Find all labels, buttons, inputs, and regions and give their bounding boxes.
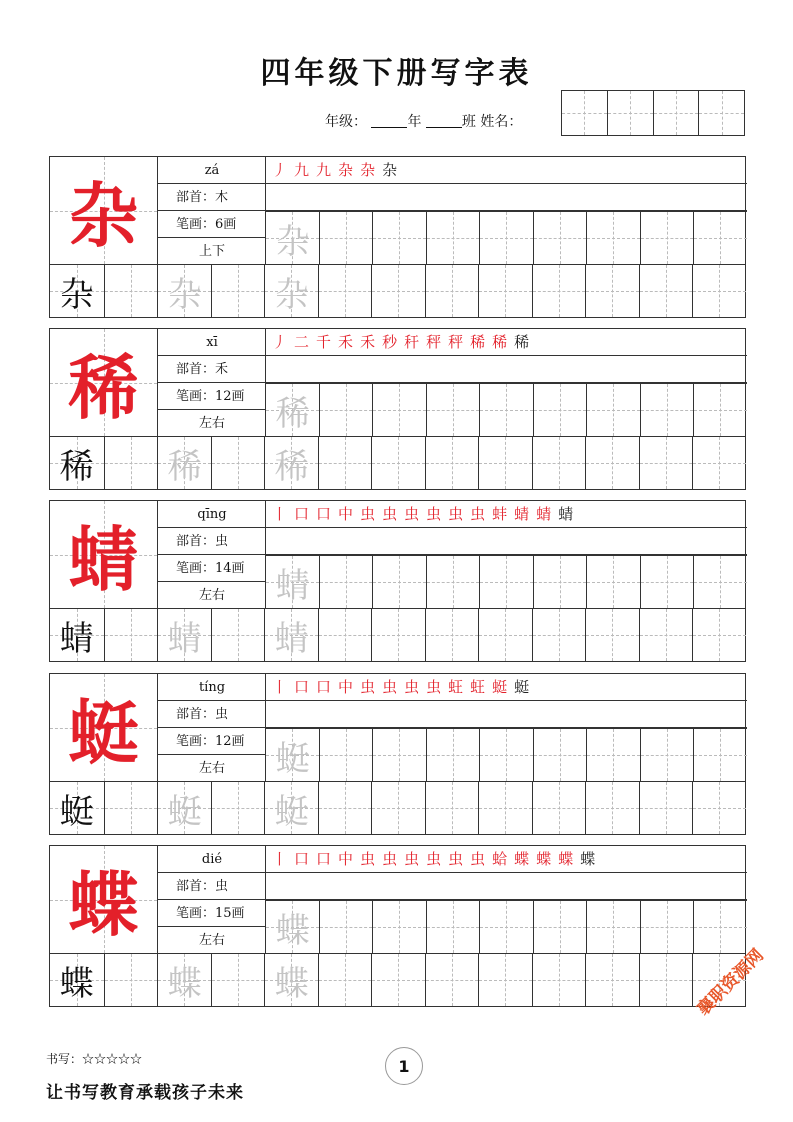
stroke-step: 丿 xyxy=(272,161,288,179)
practice-cell[interactable] xyxy=(585,264,639,317)
practice-cell[interactable] xyxy=(586,900,640,953)
trace-character: 稀 xyxy=(274,447,309,487)
trace-character: 蜻 xyxy=(274,619,309,659)
trace-character: 蜻 xyxy=(275,566,310,606)
trace-character: 蝶 xyxy=(274,964,309,1004)
practice-cell[interactable] xyxy=(532,781,586,834)
model-character xyxy=(50,846,157,953)
grade-class-blank[interactable] xyxy=(426,113,462,128)
stroke-step: 蜓 xyxy=(514,678,530,696)
practice-cell[interactable] xyxy=(104,608,158,661)
model-character-text: 蜓 xyxy=(68,691,139,774)
character-block xyxy=(49,673,746,835)
model-character-text: 稀 xyxy=(68,346,139,429)
practice-cell[interactable] xyxy=(693,383,747,436)
blank-line[interactable] xyxy=(265,184,747,211)
stroke-step: 虫 xyxy=(470,505,486,523)
practice-cell[interactable] xyxy=(640,211,694,264)
stroke-step: 虫 xyxy=(426,505,442,523)
practice-cell[interactable] xyxy=(585,953,639,1006)
name-cell[interactable] xyxy=(699,91,744,135)
practice-cell[interactable] xyxy=(318,264,372,317)
practice-cell[interactable] xyxy=(692,608,746,661)
practice-cell[interactable] xyxy=(479,900,533,953)
stroke-step: 口 xyxy=(294,505,310,523)
practice-cell[interactable] xyxy=(693,728,747,781)
stroke-step: 秤 xyxy=(426,333,442,351)
structure: 左右 xyxy=(198,761,225,776)
structure: 上下 xyxy=(198,244,225,259)
stroke-step: 蝶 xyxy=(514,850,530,868)
stroke-step: 口 xyxy=(316,678,332,696)
practice-cell[interactable] xyxy=(533,900,587,953)
stroke-count: 笔画：14画 xyxy=(158,555,266,582)
blank-line[interactable] xyxy=(265,528,747,555)
name-cell[interactable] xyxy=(608,91,654,135)
stroke-step: 九 xyxy=(316,161,332,179)
practice-cell[interactable] xyxy=(478,608,532,661)
character-block xyxy=(49,845,746,1007)
structure: 左右 xyxy=(198,588,225,603)
trace-character: 稀 xyxy=(167,447,202,487)
practice-cell[interactable] xyxy=(265,555,319,608)
practice-cell[interactable] xyxy=(586,383,640,436)
stroke-step: 蝶 xyxy=(536,850,552,868)
stroke-step: 秒 xyxy=(382,333,398,351)
stroke-step: 秆 xyxy=(404,333,420,351)
practice-cell[interactable] xyxy=(211,608,265,661)
practice-cell[interactable] xyxy=(479,211,533,264)
sample-character: 杂 xyxy=(59,275,94,315)
practice-cell[interactable] xyxy=(50,781,104,834)
practice-cell[interactable] xyxy=(157,436,211,489)
practice-cell[interactable] xyxy=(211,436,265,489)
grade-year-blank[interactable] xyxy=(371,113,407,128)
practice-cell[interactable] xyxy=(265,900,319,953)
practice-cell[interactable] xyxy=(211,953,265,1006)
radical: 部首：虫 xyxy=(158,701,266,728)
practice-cell[interactable] xyxy=(371,436,425,489)
sample-character: 蝶 xyxy=(59,964,94,1004)
practice-cell[interactable] xyxy=(693,555,747,608)
practice-cell[interactable] xyxy=(425,436,479,489)
model-character xyxy=(50,501,157,608)
practice-cell[interactable] xyxy=(532,264,586,317)
practice-cell[interactable] xyxy=(426,728,480,781)
student-info xyxy=(325,112,522,132)
practice-cell[interactable] xyxy=(425,608,479,661)
practice-cell[interactable] xyxy=(692,781,746,834)
stroke-count: 笔画：6画 xyxy=(158,211,266,238)
stroke-step: 口 xyxy=(294,678,310,696)
stroke-step: 中 xyxy=(338,850,354,868)
model-character-text: 杂 xyxy=(68,174,139,257)
practice-cell[interactable] xyxy=(372,555,426,608)
stroke-step: 禾 xyxy=(360,333,376,351)
name-label: 姓名： xyxy=(480,114,523,130)
practice-cell[interactable] xyxy=(478,781,532,834)
stroke-step: 虫 xyxy=(426,678,442,696)
stroke-step: 虫 xyxy=(426,850,442,868)
structure: 左右 xyxy=(198,933,225,948)
radical: 部首：禾 xyxy=(158,356,266,383)
rating-label: 书写：☆☆☆☆☆ xyxy=(46,1052,143,1066)
stroke-step: 九 xyxy=(294,161,310,179)
blank-line[interactable] xyxy=(265,356,747,383)
practice-cell[interactable] xyxy=(533,728,587,781)
practice-cell[interactable] xyxy=(479,555,533,608)
practice-cell[interactable] xyxy=(372,728,426,781)
stroke-step: 蜻 xyxy=(558,505,574,523)
sample-character: 蜻 xyxy=(59,619,94,659)
practice-cell[interactable] xyxy=(533,555,587,608)
stroke-step: 中 xyxy=(338,678,354,696)
practice-cell[interactable] xyxy=(319,555,373,608)
practice-cell[interactable] xyxy=(586,728,640,781)
practice-cell[interactable] xyxy=(104,953,158,1006)
stroke-count: 笔画：12画 xyxy=(158,383,266,410)
practice-cell[interactable] xyxy=(264,264,318,317)
stroke-step: 丨 xyxy=(272,850,288,868)
practice-cell[interactable] xyxy=(479,383,533,436)
practice-cell[interactable] xyxy=(104,264,158,317)
radical: 部首：木 xyxy=(158,184,266,211)
practice-cell[interactable] xyxy=(371,953,425,1006)
practice-cell[interactable] xyxy=(639,608,693,661)
practice-cell[interactable] xyxy=(211,781,265,834)
practice-cell[interactable] xyxy=(425,264,479,317)
stroke-step: 稀 xyxy=(514,333,530,351)
practice-cell[interactable] xyxy=(157,264,211,317)
model-character xyxy=(50,157,157,264)
practice-cell[interactable] xyxy=(371,608,425,661)
class-suffix: 班 xyxy=(461,114,476,130)
stroke-step: 口 xyxy=(316,505,332,523)
practice-cell[interactable] xyxy=(372,211,426,264)
trace-character: 稀 xyxy=(275,394,310,434)
stroke-step: 虫 xyxy=(404,505,420,523)
practice-cell[interactable] xyxy=(372,900,426,953)
watermark: 襄职资源网 xyxy=(693,945,768,1020)
practice-cell[interactable] xyxy=(104,781,158,834)
practice-cell[interactable] xyxy=(639,953,693,1006)
practice-cell[interactable] xyxy=(640,555,694,608)
practice-cell[interactable] xyxy=(318,608,372,661)
character-block xyxy=(49,500,746,662)
practice-cell[interactable] xyxy=(478,436,532,489)
stroke-step: 蜻 xyxy=(536,505,552,523)
page-number: 1 xyxy=(385,1047,423,1085)
practice-cell[interactable] xyxy=(50,953,104,1006)
practice-cell[interactable] xyxy=(640,383,694,436)
trace-character: 杂 xyxy=(274,275,309,315)
practice-cell[interactable] xyxy=(586,555,640,608)
stroke-step: 虫 xyxy=(448,505,464,523)
stroke-order xyxy=(265,674,747,701)
stroke-step: 杂 xyxy=(338,161,354,179)
practice-cell[interactable] xyxy=(319,211,373,264)
stroke-step: 中 xyxy=(338,505,354,523)
character-info xyxy=(157,157,265,264)
practice-cell[interactable] xyxy=(639,781,693,834)
practice-cell[interactable] xyxy=(50,436,104,489)
practice-cell[interactable] xyxy=(371,264,425,317)
pinyin: xī xyxy=(158,329,266,356)
stroke-step: 虫 xyxy=(360,505,376,523)
practice-cell[interactable] xyxy=(264,781,318,834)
stroke-step: 丨 xyxy=(272,678,288,696)
stroke-step: 杂 xyxy=(360,161,376,179)
stroke-count: 笔画：12画 xyxy=(158,728,266,755)
name-grid[interactable] xyxy=(561,90,745,136)
practice-cell[interactable] xyxy=(425,781,479,834)
practice-cell[interactable] xyxy=(425,953,479,1006)
stroke-step: 虫 xyxy=(404,850,420,868)
model-character xyxy=(50,329,157,436)
stroke-order xyxy=(265,501,747,528)
practice-cell[interactable] xyxy=(265,211,319,264)
practice-cell[interactable] xyxy=(104,436,158,489)
stroke-step: 稀 xyxy=(492,333,508,351)
practice-cell[interactable] xyxy=(692,264,746,317)
model-character-text: 蜻 xyxy=(68,518,139,601)
stroke-step: 虫 xyxy=(382,850,398,868)
grade-label: 年级： xyxy=(325,114,367,130)
stroke-step: 稀 xyxy=(470,333,486,351)
stroke-step: 蝶 xyxy=(558,850,574,868)
page-title: 四年级下册写字表 xyxy=(260,56,533,91)
practice-cell[interactable] xyxy=(426,900,480,953)
name-cell[interactable] xyxy=(562,91,608,135)
stroke-step: 秤 xyxy=(448,333,464,351)
blank-line[interactable] xyxy=(265,701,747,728)
practice-cell[interactable] xyxy=(372,383,426,436)
stroke-count: 笔画：15画 xyxy=(158,900,266,927)
trace-character: 蜻 xyxy=(167,619,202,659)
practice-cell[interactable] xyxy=(264,608,318,661)
stroke-step: 丨 xyxy=(272,505,288,523)
practice-cell[interactable] xyxy=(318,953,372,1006)
stroke-step: 蚌 xyxy=(492,505,508,523)
character-info xyxy=(157,846,265,953)
practice-cell[interactable] xyxy=(585,436,639,489)
practice-cell[interactable] xyxy=(639,264,693,317)
practice-cell[interactable] xyxy=(693,900,747,953)
stroke-order xyxy=(265,329,747,356)
stroke-step: 蝶 xyxy=(580,850,596,868)
practice-cell[interactable] xyxy=(692,436,746,489)
stroke-step: 杂 xyxy=(382,161,398,179)
radical: 部首：虫 xyxy=(158,873,266,900)
practice-cell[interactable] xyxy=(532,608,586,661)
stroke-step: 蚟 xyxy=(448,678,464,696)
structure: 左右 xyxy=(198,416,225,431)
stroke-step: 口 xyxy=(294,850,310,868)
practice-cell[interactable] xyxy=(318,436,372,489)
practice-cell[interactable] xyxy=(479,728,533,781)
practice-cell[interactable] xyxy=(318,781,372,834)
practice-cell[interactable] xyxy=(532,436,586,489)
stroke-step: 虫 xyxy=(404,678,420,696)
trace-character: 蜓 xyxy=(274,792,309,832)
practice-cell[interactable] xyxy=(319,383,373,436)
practice-cell[interactable] xyxy=(50,264,104,317)
practice-cell[interactable] xyxy=(50,608,104,661)
stroke-step: 千 xyxy=(316,333,332,351)
trace-character: 蜓 xyxy=(275,739,310,779)
stroke-step: 虫 xyxy=(360,850,376,868)
trace-character: 蝶 xyxy=(275,911,310,951)
stroke-step: 口 xyxy=(316,850,332,868)
practice-cell[interactable] xyxy=(532,953,586,1006)
blank-line[interactable] xyxy=(265,873,747,900)
practice-cell[interactable] xyxy=(478,264,532,317)
practice-cell[interactable] xyxy=(533,383,587,436)
stroke-order xyxy=(265,157,747,184)
character-info xyxy=(157,674,265,781)
practice-cell[interactable] xyxy=(319,900,373,953)
practice-cell[interactable] xyxy=(371,781,425,834)
stroke-step: 虫 xyxy=(448,850,464,868)
slogan: 让书写教育承载孩子未来 xyxy=(46,1083,244,1103)
practice-cell[interactable] xyxy=(426,555,480,608)
stroke-step: 禾 xyxy=(338,333,354,351)
trace-character: 蜓 xyxy=(167,792,202,832)
radical: 部首：虫 xyxy=(158,528,266,555)
practice-cell[interactable] xyxy=(585,608,639,661)
stroke-step: 虫 xyxy=(382,505,398,523)
practice-cell[interactable] xyxy=(157,953,211,1006)
character-info xyxy=(157,501,265,608)
trace-character: 杂 xyxy=(167,275,202,315)
practice-cell[interactable] xyxy=(478,953,532,1006)
character-block xyxy=(49,328,746,490)
practice-cell[interactable] xyxy=(426,211,480,264)
stroke-step: 蜓 xyxy=(492,678,508,696)
model-character xyxy=(50,674,157,781)
practice-cell[interactable] xyxy=(319,728,373,781)
stroke-step: 蜻 xyxy=(514,505,530,523)
stroke-step: 虫 xyxy=(470,850,486,868)
model-character-text: 蝶 xyxy=(68,863,139,946)
practice-cell[interactable] xyxy=(585,781,639,834)
character-block xyxy=(49,156,746,318)
sample-character: 蜓 xyxy=(59,792,94,832)
practice-cell[interactable] xyxy=(211,264,265,317)
name-cell[interactable] xyxy=(654,91,700,135)
trace-character: 杂 xyxy=(275,222,310,262)
practice-cell[interactable] xyxy=(586,211,640,264)
stroke-step: 蚟 xyxy=(470,678,486,696)
stroke-order xyxy=(265,846,747,873)
year-suffix: 年 xyxy=(407,114,422,130)
stroke-step: 虫 xyxy=(360,678,376,696)
stroke-step: 丿 xyxy=(272,333,288,351)
stroke-step: 虫 xyxy=(382,678,398,696)
character-info xyxy=(157,329,265,436)
pinyin: zá xyxy=(158,157,266,184)
sample-character: 稀 xyxy=(59,447,94,487)
pinyin: qīng xyxy=(158,501,266,528)
pinyin: tíng xyxy=(158,674,266,701)
practice-cell[interactable] xyxy=(264,436,318,489)
stroke-step: 二 xyxy=(294,333,310,351)
practice-cell[interactable] xyxy=(426,383,480,436)
practice-cell[interactable] xyxy=(639,436,693,489)
pinyin: dié xyxy=(158,846,266,873)
practice-cell[interactable] xyxy=(640,728,694,781)
practice-cell[interactable] xyxy=(640,900,694,953)
trace-character: 蝶 xyxy=(167,964,202,1004)
practice-cell[interactable] xyxy=(693,211,747,264)
practice-cell[interactable] xyxy=(265,383,319,436)
stroke-step: 蛤 xyxy=(492,850,508,868)
practice-cell[interactable] xyxy=(157,608,211,661)
practice-cell[interactable] xyxy=(265,728,319,781)
practice-cell[interactable] xyxy=(264,953,318,1006)
practice-cell[interactable] xyxy=(157,781,211,834)
practice-cell[interactable] xyxy=(533,211,587,264)
